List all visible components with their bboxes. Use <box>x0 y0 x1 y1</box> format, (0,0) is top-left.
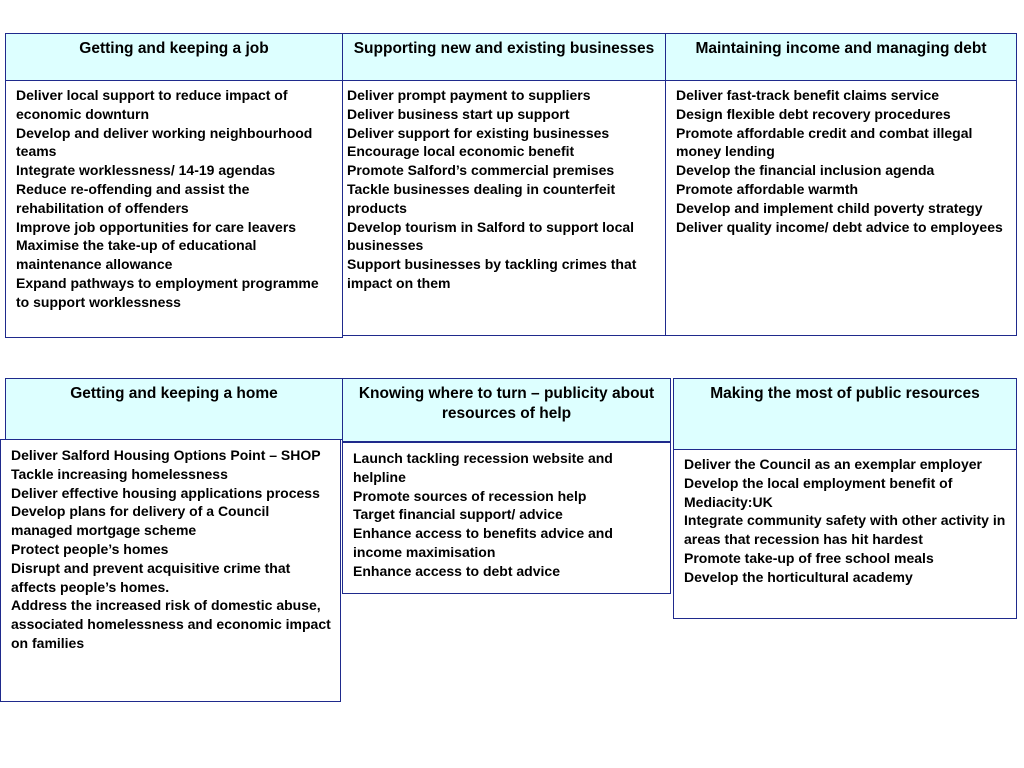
panel-income-title: Maintaining income and managing debt <box>695 40 987 57</box>
list-item: Enhance access to debt advice <box>353 562 560 579</box>
panel-public-resources-header <box>673 378 1017 450</box>
list-item: Deliver local support to reduce impact of economic downturn <box>16 87 288 122</box>
panel-income-body <box>665 80 1017 336</box>
panel-public-resources-title: Making the most of public resources <box>710 385 980 402</box>
list-item: Enhance access to benefits advice and income maximisation <box>353 525 613 560</box>
list-item: Reduce re-offending and assist the rehabilitation of offenders <box>16 180 250 216</box>
list-item: Protect people’s homes <box>11 540 169 557</box>
list-item: Maximise the take-up of educational maintenance allowance <box>16 237 257 273</box>
panel-income-header <box>665 33 1017 81</box>
list-item: Disrupt and prevent acquisitive crime that affects people’s homes. <box>11 559 291 595</box>
list-item: Encourage local economic benefit <box>347 143 575 160</box>
panel-business-title: Supporting new and existing businesses <box>353 40 655 57</box>
list-item: Address the increased risk of domestic abuse, associated homelessness and economic impact on families <box>11 597 331 651</box>
panel-job-title: Getting and keeping a job <box>79 40 269 57</box>
panel-job-list <box>16 86 334 312</box>
list-item: Deliver the Council as an exemplar employer <box>684 456 983 472</box>
list-item: Develop the horticultural academy <box>684 568 913 585</box>
list-item: Launch tackling recession website and helpline <box>353 450 613 485</box>
panel-home-body <box>0 439 341 702</box>
panel-publicity-header <box>342 378 671 442</box>
panel-income-list <box>676 86 1008 236</box>
list-item: Deliver prompt payment to suppliers <box>347 87 591 103</box>
list-item: Deliver effective housing applications process <box>11 484 320 501</box>
list-item: Integrate community safety with other activity in areas that recession has hit hardest <box>684 512 1006 548</box>
list-item: Develop the local employment benefit of Mediacity:UK <box>684 474 953 510</box>
list-item: Integrate worklessness/ 14-19 agendas <box>16 162 276 179</box>
list-item: Tackle increasing homelessness <box>11 465 228 482</box>
list-item: Deliver business start up support <box>347 105 570 122</box>
panel-home-title: Getting and keeping a home <box>70 385 278 402</box>
list-item: Promote take-up of free school meals <box>684 549 934 566</box>
panel-job-header <box>5 33 343 81</box>
list-item: Develop the financial inclusion agenda <box>676 162 935 179</box>
panel-business-body <box>342 80 666 336</box>
list-item: Promote affordable warmth <box>676 180 859 197</box>
list-item: Develop tourism in Salford to support local businesses <box>347 218 635 254</box>
panel-publicity-title: Knowing where to turn – publicity about resources of help <box>358 385 655 422</box>
list-item: Expand pathways to employment programme to support worklessness <box>16 274 319 310</box>
list-item: Promote sources of recession help <box>353 487 587 504</box>
list-item: Deliver quality income/ debt advice to employees <box>676 218 1003 235</box>
panel-publicity-body <box>342 442 671 594</box>
panel-public-resources-body <box>673 449 1017 619</box>
list-item: Tackle businesses dealing in counterfeit products <box>347 180 616 216</box>
panel-home-list <box>11 446 332 653</box>
list-item: Design flexible debt recovery procedures <box>676 105 951 122</box>
list-item: Support businesses by tackling crimes that impact on them <box>347 256 637 291</box>
list-item: Deliver fast-track benefit claims service <box>676 87 940 103</box>
panel-publicity-list <box>353 449 662 581</box>
panel-public-resources-list <box>684 455 1008 587</box>
list-item: Develop and implement child poverty strategy <box>676 199 983 216</box>
list-item: Develop and deliver working neighbourhood teams <box>16 124 313 160</box>
list-item: Promote Salford’s commercial premises <box>347 162 615 179</box>
list-item: Target financial support/ advice <box>353 506 563 523</box>
list-item: Develop plans for delivery of a Council managed mortgage scheme <box>11 503 270 539</box>
panel-business-header <box>342 33 666 81</box>
list-item: Deliver Salford Housing Options Point – SHOP <box>11 447 321 463</box>
panel-home-header <box>5 378 343 440</box>
list-item: Improve job opportunities for care leavers <box>16 218 297 235</box>
list-item: Deliver support for existing businesses <box>347 124 610 141</box>
panel-business-list <box>347 86 657 293</box>
panel-job-body <box>5 80 343 338</box>
list-item: Promote affordable credit and combat illegal money lending <box>676 124 973 160</box>
